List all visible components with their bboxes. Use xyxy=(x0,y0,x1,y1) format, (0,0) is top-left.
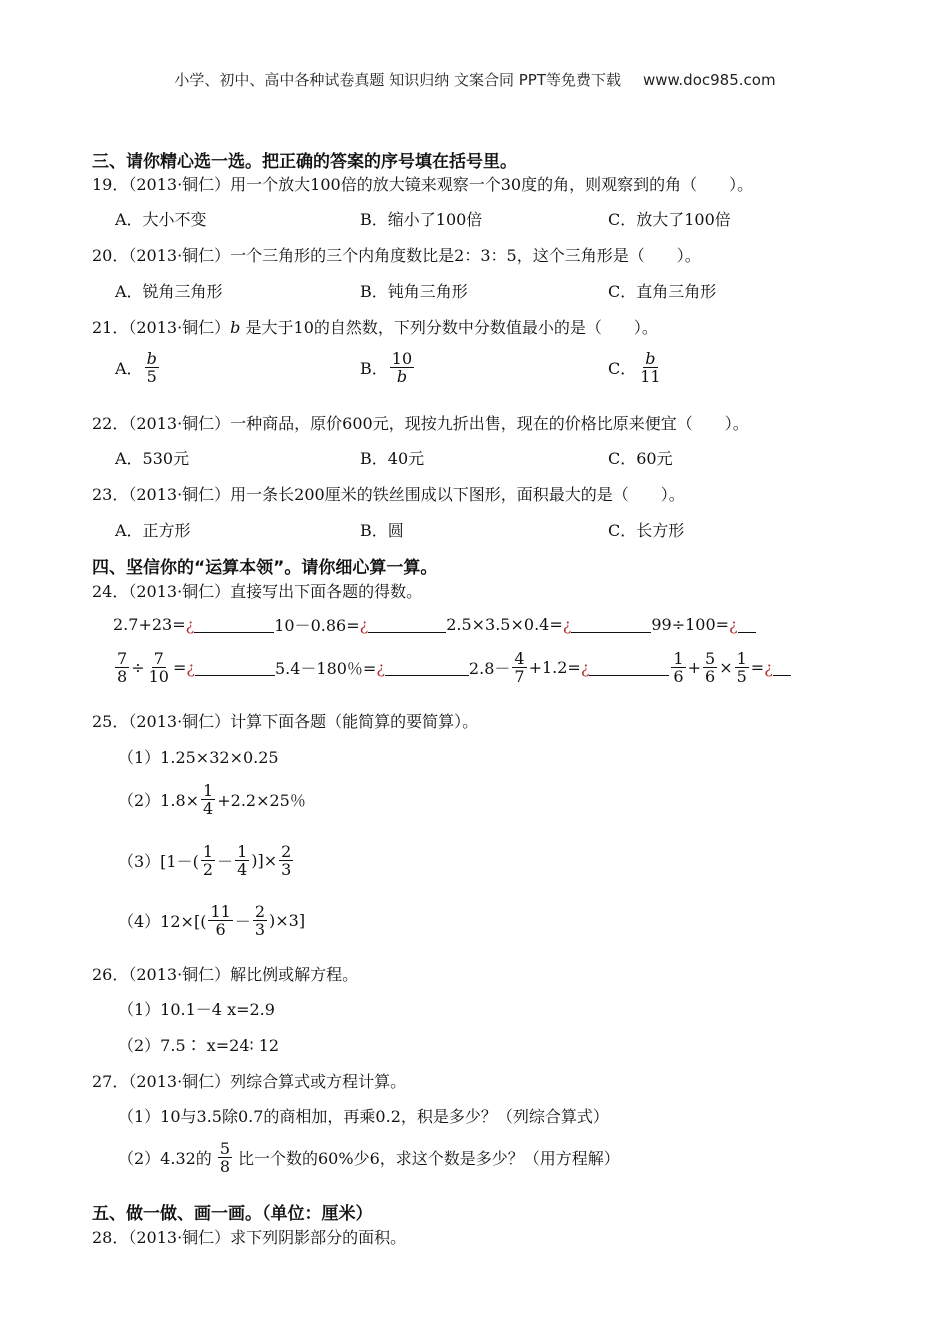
q21-b-denominator: b xyxy=(396,367,408,386)
q19-option-c: C．放大了100倍 xyxy=(608,210,731,229)
q22-option-a: A．530元 xyxy=(115,449,190,468)
denominator: 5 xyxy=(736,667,747,686)
header-text: 小学、初中、高中各种试卷真题 知识归纳 文案合同 PPT等免费下载 xyxy=(174,71,621,89)
numerator: 7 xyxy=(117,649,128,668)
q24-e5-eq: = xyxy=(172,658,187,677)
q27-p2-frac xyxy=(218,1140,232,1175)
page-header xyxy=(0,69,950,90)
question-27: 27．（2013·铜仁）列综合算式或方程计算。 xyxy=(92,1072,407,1091)
q21-variable: b xyxy=(230,318,241,337)
q24-mark-3: ¿ xyxy=(562,615,572,634)
denominator: 7 xyxy=(514,667,525,686)
q24-e8-op1: + xyxy=(687,658,701,677)
question-21 xyxy=(92,315,658,338)
q25-p4-a: （4）12×[( xyxy=(118,912,207,931)
q27-p2-b: 比一个数的60%少6，求这个数是多少？（用方程解） xyxy=(238,1149,620,1168)
q25-p3-minus: － xyxy=(217,852,234,871)
denominator: 8 xyxy=(117,667,128,686)
question-22: 22．（2013·铜仁）一种商品，原价600元，现按九折出售，现在的价格比原来便宜（ ）。 xyxy=(92,414,749,433)
q24-mark-5: ¿ xyxy=(186,658,195,677)
q21-option-c xyxy=(608,350,665,385)
q21-c-fraction xyxy=(638,350,662,385)
numerator: 1 xyxy=(237,842,248,861)
question-23: 23．（2013·铜仁）用一条长200厘米的铁丝围成以下图形，面积最大的是（ ）。 xyxy=(92,485,685,504)
numerator: 11 xyxy=(210,902,231,921)
q23-option-a: A．正方形 xyxy=(115,521,191,540)
q21-c-label: C． xyxy=(608,359,637,378)
q27-part-1: （1）10与3.5除0.7的商相加，再乘0.2，积是多少？（列综合算式） xyxy=(118,1107,609,1126)
q25-p4-minus: － xyxy=(234,912,251,931)
numerator: 1 xyxy=(673,649,684,668)
q25-part-3 xyxy=(118,843,295,878)
q24-mark-4: ¿ xyxy=(729,615,738,634)
q21-a-denominator: 5 xyxy=(146,367,157,386)
section-4-title: 四、坚信你的“运算本领”。请你细心算一算。 xyxy=(92,558,438,578)
q25-p2-frac xyxy=(201,782,215,817)
q24-e5-frac-1 xyxy=(115,650,129,685)
q25-p3-b: )]× xyxy=(251,851,278,870)
numerator: 1 xyxy=(736,649,747,668)
denominator: 3 xyxy=(254,920,265,939)
q24-e7-a: 2.8－ xyxy=(468,659,511,678)
denominator: 8 xyxy=(219,1157,230,1176)
q22-option-b: B．40元 xyxy=(360,449,425,468)
q21-a-fraction xyxy=(145,350,159,385)
q24-mark-7: ¿ xyxy=(580,658,590,677)
numerator: 5 xyxy=(219,1139,230,1158)
q24-e5-frac-2 xyxy=(147,650,171,685)
numerator: 1 xyxy=(202,842,214,861)
q24-blank-5[interactable] xyxy=(195,659,275,676)
q25-part-2 xyxy=(118,782,306,817)
q21-b-label: B． xyxy=(360,359,388,378)
q24-expr-3: 2.5×3.5×0.4= xyxy=(446,615,563,634)
q24-expr-4: 99÷100= xyxy=(651,615,730,634)
q25-p3-a: （3）[1－( xyxy=(118,852,199,871)
q24-expr-2: 10－0.86= xyxy=(274,616,360,635)
q25-p4-frac-1 xyxy=(208,903,232,938)
question-26: 26．（2013·铜仁）解比例或解方程。 xyxy=(92,965,359,984)
q21-suffix: 是大于10的自然数，下列分数中分数值最小的是（ ）。 xyxy=(240,318,658,337)
q24-row-1 xyxy=(113,613,756,636)
q21-c-numerator: b xyxy=(645,349,656,368)
q23-option-b: B．圆 xyxy=(360,521,404,540)
q20-option-b: B．钝角三角形 xyxy=(360,282,468,301)
denominator: 6 xyxy=(705,667,716,686)
header-url[interactable]: www.doc985.com xyxy=(642,71,776,89)
q24-mark-2: ¿ xyxy=(359,615,369,634)
q24-e8-frac-3 xyxy=(735,650,749,685)
q24-blank-6[interactable] xyxy=(385,659,469,676)
q20-option-c: C．直角三角形 xyxy=(608,282,717,301)
q25-part-1: （1）1.25×32×0.25 xyxy=(118,748,279,767)
q24-blank-3[interactable] xyxy=(571,616,651,633)
q24-blank-4[interactable] xyxy=(738,616,756,633)
q24-e8-eq: = xyxy=(750,658,765,677)
question-20: 20．（2013·铜仁）一个三角形的三个内角度数比是2：3：5，这个三角形是（ ）。 xyxy=(92,246,701,265)
q24-blank-2[interactable] xyxy=(368,616,446,633)
q24-expr-6: 5.4－180％= xyxy=(274,659,377,678)
numerator: 4 xyxy=(514,649,525,668)
q24-mark-8: ¿ xyxy=(764,658,773,677)
denominator: 3 xyxy=(281,860,292,879)
section-5-title: 五、做一做、画一画。（单位：厘米） xyxy=(92,1204,373,1224)
numerator: 7 xyxy=(153,649,164,668)
numerator: 2 xyxy=(281,842,292,861)
q22-option-c: C．60元 xyxy=(608,449,673,468)
section-3-title: 三、请你精心选一选。把正确的答案的序号填在括号里。 xyxy=(92,152,517,172)
q21-option-b xyxy=(360,350,416,385)
q24-e8-frac-2 xyxy=(703,650,717,685)
denominator: 10 xyxy=(148,667,169,686)
q25-part-4 xyxy=(118,903,305,938)
q20-option-a: A．锐角三角形 xyxy=(115,282,223,301)
denominator: 4 xyxy=(203,799,214,818)
question-24: 24．（2013·铜仁）直接写出下面各题的得数。 xyxy=(92,582,423,601)
q23-option-c: C．长方形 xyxy=(608,521,685,540)
question-25: 25．（2013·铜仁）计算下面各题（能简算的要简算）。 xyxy=(92,712,479,731)
q24-e5-op: ÷ xyxy=(131,658,145,677)
q24-expr-1: 2.7+23= xyxy=(113,615,186,634)
q19-option-a: A．大小不变 xyxy=(115,210,207,229)
denominator: 2 xyxy=(202,860,214,879)
q19-option-b: B．缩小了100倍 xyxy=(360,210,483,229)
question-28: 28．（2013·铜仁）求下列阴影部分的面积。 xyxy=(92,1228,407,1247)
q25-p4-frac-2 xyxy=(253,903,267,938)
denominator: 6 xyxy=(673,667,684,686)
q21-b-numerator: 10 xyxy=(391,349,413,368)
denominator: 6 xyxy=(215,920,226,939)
q25-p3-frac-1 xyxy=(201,843,215,878)
question-19: 19．（2013·铜仁）用一个放大100倍的放大镜来观察一个30度的角，则观察到的角（ ）。 xyxy=(92,175,754,194)
numerator: 5 xyxy=(705,649,716,668)
q24-e8-frac-1 xyxy=(671,650,685,685)
q26-part-1: （1）10.1－4 x=2.9 xyxy=(118,1000,275,1019)
q24-mark-6: ¿ xyxy=(376,658,385,677)
q21-c-denominator: 11 xyxy=(640,367,661,386)
q25-p2-b: +2.2×25％ xyxy=(217,791,306,810)
q24-blank-1[interactable] xyxy=(194,616,274,633)
q24-e7-b: +1.2= xyxy=(528,658,581,677)
q26-part-2: （2）7.5∶ x=24∶ 12 xyxy=(118,1036,280,1055)
q25-p3-frac-3 xyxy=(279,843,293,878)
q21-prefix: 21．（2013·铜仁） xyxy=(92,318,231,337)
q24-mark-1: ¿ xyxy=(185,615,195,634)
q24-row-2 xyxy=(113,650,791,685)
q21-a-label: A． xyxy=(115,359,143,378)
denominator: 4 xyxy=(237,860,248,879)
q24-e8-op2: × xyxy=(719,658,733,677)
q21-b-fraction xyxy=(390,350,414,385)
q21-a-numerator: b xyxy=(146,349,157,368)
q27-p2-a: （2）4.32的 xyxy=(118,1149,212,1168)
q24-e7-frac xyxy=(512,650,526,685)
q21-option-a xyxy=(115,350,161,385)
q24-blank-7[interactable] xyxy=(589,659,669,676)
q25-p3-frac-2 xyxy=(235,843,249,878)
numerator: 2 xyxy=(254,902,265,921)
q25-p2-a: （2）1.8× xyxy=(118,791,200,810)
numerator: 1 xyxy=(203,781,214,800)
q25-p4-b: )×3] xyxy=(269,911,306,930)
q24-blank-8[interactable] xyxy=(773,659,791,676)
q27-part-2 xyxy=(118,1140,620,1175)
